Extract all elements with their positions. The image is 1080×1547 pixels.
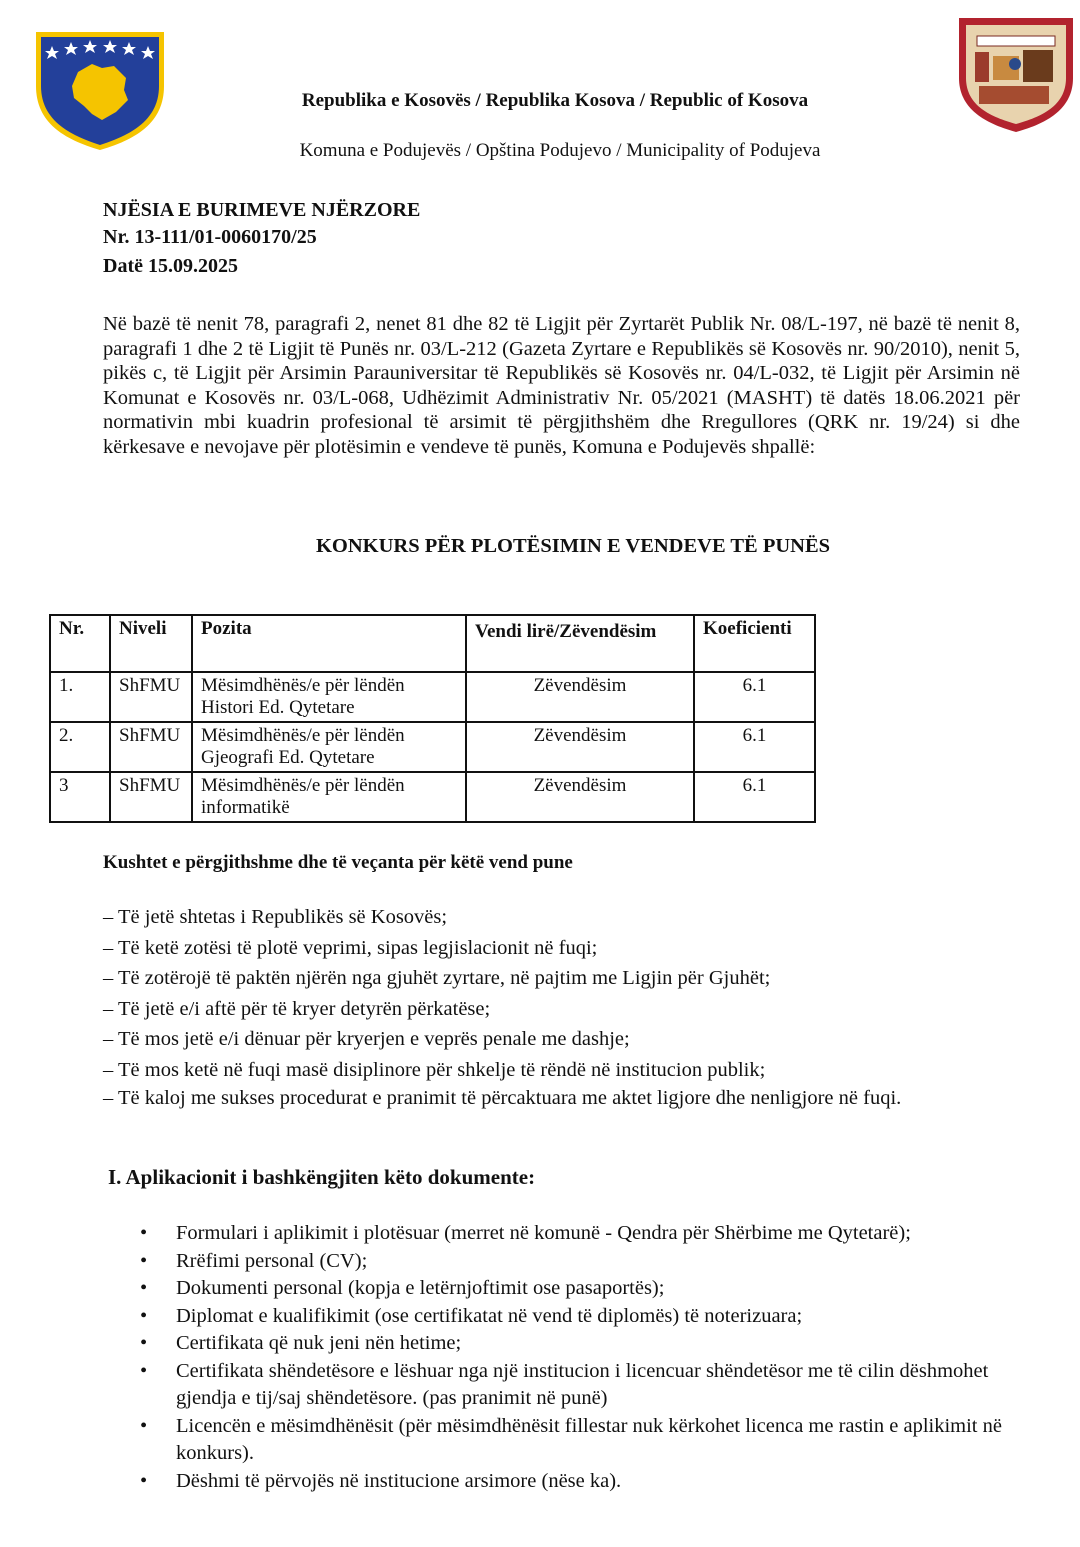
- intro-paragraph: Në bazë të nenit 78, paragrafi 2, nenet 81 dhe 82 të Ligjit për Zyrtarët Publik Nr. 08/L-197, në bazë të nenit 8, paragrafi 1 dhe 2 të Ligjit të Punës nr. 03/L-212 (Gazeta Zyrtare e Republikës së Kosovës nr. 90/2010), nenit 5, pikës c, të Ligjit për Arsimin Parauniversitar të Republikës së Kosovës nr. 04/L-032, të Ligjit për Arsimin në Komunat e Kosovës nr. 03/L-068, Udhëzimit Administrativ Nr. 05/2021 (MASHT) të datës 18.06.2021 për normativin mbi kuadrin profesional të arsimit të përgjithshëm dhe Rregullores (QRK nr. 19/24) si dhe kërkesave e nevojave për plotësimin e vendeve të punës, Komuna e Podujevës shpallë:: [103, 313, 1020, 458]
- positions-table: [49, 614, 816, 823]
- table-row: [50, 722, 815, 772]
- row-level: ShFMU: [110, 722, 192, 772]
- table-header-row: [50, 615, 815, 672]
- conditions-title: Kushtet e përgjithshme dhe të veçanta për këtë vend pune: [103, 852, 573, 873]
- bullet-icon: •: [140, 1249, 148, 1272]
- list-item: [140, 1468, 1020, 1496]
- documents-list: [140, 1220, 1020, 1495]
- row-type: Zëvendësim: [466, 722, 694, 772]
- list-item: – Të zotërojë të paktën njërën nga gjuhët zyrtare, në pajtim me Ligjin për Gjuhët;: [103, 967, 771, 989]
- row-level: ShFMU: [110, 772, 192, 822]
- header-coefficient: Koeficienti: [694, 615, 815, 672]
- row-level: ShFMU: [110, 672, 192, 722]
- row-type: Zëvendësim: [466, 772, 694, 822]
- list-item-text: Certifikata që nuk jeni nën hetime;: [176, 1332, 462, 1354]
- list-item-text: Licencën e mësimdhënësit (për mësimdhënësit fillestar nuk kërkohet licenca me rastin e aplikimit në konkurs).: [176, 1414, 1002, 1464]
- row-type: Zëvendësim: [466, 672, 694, 722]
- list-item-text: Dokumenti personal (kopja e letërnjoftimit ose pasaportës);: [176, 1277, 665, 1299]
- unit-name: NJËSIA E BURIMEVE NJËRZORE: [103, 199, 421, 221]
- bullet-icon: •: [140, 1332, 148, 1354]
- document-date: Datë 15.09.2025: [103, 255, 238, 277]
- contest-title: KONKURS PËR PLOTËSIMIN E VENDEVE TË PUNËS: [315, 535, 831, 557]
- list-item: [140, 1220, 1020, 1248]
- bullet-icon: •: [140, 1469, 148, 1492]
- header-municipality: Komuna e Podujevës / Opština Podujevo / Municipality of Podujeva: [299, 140, 821, 161]
- header-republic: Republika e Kosovës / Republika Kosova / Republic of Kosova: [301, 90, 809, 111]
- list-item: – Të mos ketë në fuqi masë disiplinore për shkelje të rëndë në institucion publik;: [103, 1058, 766, 1081]
- row-coefficient: 6.1: [694, 672, 815, 722]
- table-row: [50, 772, 815, 822]
- list-item-text: Dëshmi të përvojës në institucione arsimore (nëse ka).: [176, 1469, 622, 1492]
- row-nr: 2.: [50, 722, 110, 772]
- list-item-text: Formulari i aplikimit i plotësuar (merret në komunë - Qendra për Shërbime me Qytetarë);: [176, 1222, 911, 1244]
- row-nr: 3: [50, 772, 110, 822]
- row-position: Mësimdhënës/e për lëndën Histori Ed. Qytetare: [192, 672, 466, 722]
- list-item: [140, 1275, 1020, 1303]
- list-item: [140, 1303, 1020, 1331]
- bullet-icon: •: [140, 1304, 148, 1327]
- bullet-icon: •: [140, 1277, 148, 1299]
- bullet-icon: •: [140, 1359, 148, 1382]
- row-coefficient: 6.1: [694, 772, 815, 822]
- row-position: Mësimdhënës/e për lëndën Gjeografi Ed. Qytetare: [192, 722, 466, 772]
- list-item: – Të jetë e/i aftë për të kryer detyrën përkatëse;: [103, 997, 491, 1020]
- document-number: Nr. 13-111/01-0060170/25: [103, 226, 317, 248]
- list-item-text: Certifikata shëndetësore e lëshuar nga një institucion i licencuar shëndetësor me të cilin dëshmohet gjendja e tij/saj shëndetësore. (pas pranimit në punë): [176, 1359, 989, 1409]
- conditions-list: [103, 902, 1023, 1112]
- row-coefficient: 6.1: [694, 722, 815, 772]
- header-vacancy-type: Vendi lirë/Zëvendësim: [466, 615, 694, 672]
- list-item: – Të jetë shtetas i Republikës së Kosovës;: [103, 906, 448, 928]
- list-item: [140, 1413, 1020, 1468]
- row-position: Mësimdhënës/e për lëndën informatikë: [192, 772, 466, 822]
- list-item: [140, 1248, 1020, 1276]
- list-item: [140, 1358, 1020, 1413]
- list-item-text: Rrëfimi personal (CV);: [176, 1249, 368, 1272]
- header-level: Niveli: [110, 615, 192, 672]
- list-item: – Të ketë zotësi të plotë veprimi, sipas legjislacionit në fuqi;: [103, 936, 598, 959]
- list-item: [140, 1330, 1020, 1358]
- bullet-icon: •: [140, 1414, 148, 1437]
- documents-title: I. Aplikacionit i bashkëngjiten këto dokumente:: [108, 1165, 536, 1189]
- row-nr: 1.: [50, 672, 110, 722]
- table-row: [50, 672, 815, 722]
- list-item: – Të mos jetë e/i dënuar për kryerjen e veprës penale me dashje;: [103, 1028, 630, 1050]
- header-nr: Nr.: [50, 615, 110, 672]
- list-item-text: Diplomat e kualifikimit (ose certifikatat në vend të diplomës) të noterizuara;: [176, 1304, 803, 1327]
- bullet-icon: •: [140, 1222, 148, 1244]
- list-item: – Të kaloj me sukses procedurat e pranimit të përcaktuara me aktet ligjore dhe nenligjore në fuqi.: [103, 1087, 902, 1109]
- podujeva-municipal-emblem-icon: [957, 16, 1075, 134]
- header-position: Pozita: [192, 615, 466, 672]
